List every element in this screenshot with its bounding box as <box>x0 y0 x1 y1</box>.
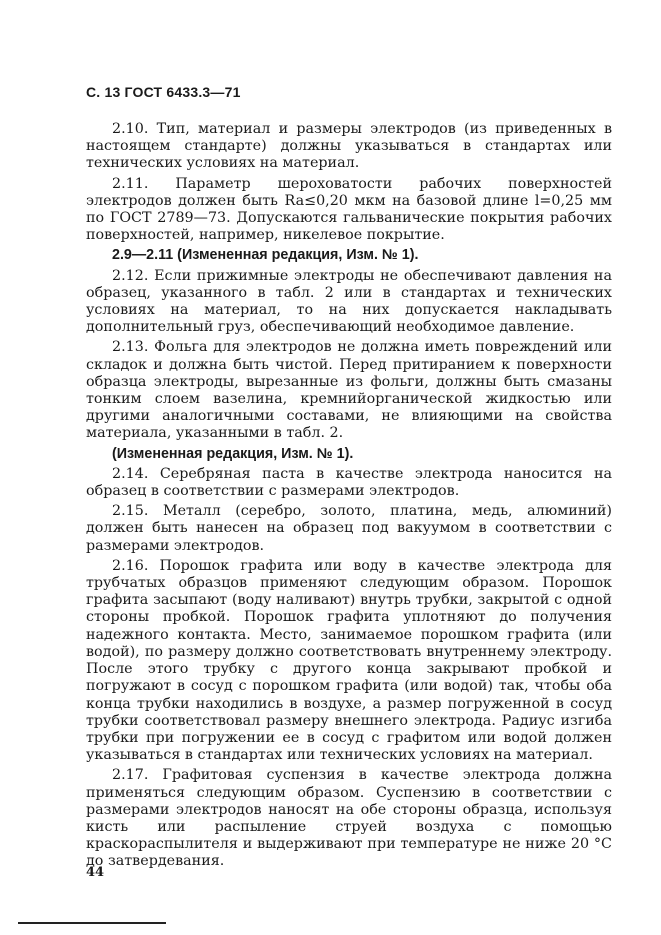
page-number: 44 <box>86 865 105 880</box>
amendment-note: (Измененная редакция, Изм. № 1). <box>112 445 354 462</box>
page-header: С. 13 ГОСТ 6433.3—71 <box>86 84 241 100</box>
paragraph-2-16: 2.16. Порошок графита или воду в качестве электрода для трубчатых образцов применяют следующим образом. Порошок графита засыпают (воду наливают) внутрь трубки, закрытой с одной стороны пробкой. Порошок графита уплотняют до получения надежного контакта. Место, занимаемое порошком графита (или водой), по размеру должно соответствовать внутреннему электроду. После этого трубку с другого конца закрывают пробкой и погружают в сосуд с порошком графита (или водой) так, чтобы оба конца трубки находились в воздухе, а размер погруженной в сосуд трубки соответствовал размеру внешнего электрода. Радиус изгиба трубки при погружении ее в сосуд с графитом или водой должен указываться в стандартах или технических условиях на материал. <box>86 557 612 764</box>
paragraph-2-15: 2.15. Металл (серебро, золото, платина, медь, алюминий) должен быть нанесен на образец под вакуумом в соответствии с размерами электродов. <box>86 503 612 554</box>
paragraph-2-11: 2.11. Параметр шероховатости рабочих поверхностей электродов должен быть Ra≤0,20 мкм на базовой длине l=0,25 мм по ГОСТ 2789—73. Допускаются гальванические покрытия рабочих поверхностей, например, никелевое покрытие. <box>86 175 612 244</box>
paragraph-2-10: 2.10. Тип, материал и размеры электродов (из приведенных в настоящем стандарте) должны указываться в стандартах или технических условиях на материал. <box>86 121 612 172</box>
paragraph-2-17: 2.17. Графитовая суспензия в качестве электрода должна применяться следующим образом. Суспензию в соответствии с размерами электродов наносят на обе стороны образца, используя кисть или распыление струей воздуха с помощью краскораспылителя и выдерживают при температуре не ниже 20 °C до затвердевания. <box>86 767 612 870</box>
paragraph-2-13: 2.13. Фольга для электродов не должна иметь повреждений или складок и должна быть чистой. Перед притиранием к поверхности образца электроды, вырезанные из фольги, должны быть смазаны тонким слоем вазелина, кремнийорганической жидкостью или другими аналогичными составами, не влияющими на свойства материала, указанными в табл. 2. <box>86 339 612 442</box>
paragraph-2-12: 2.12. Если прижимные электроды не обеспечивают давления на образец, указанного в табл. 2 или в стандартах и технических условиях на материал, то на них допускается накладывать дополнительный груз, обеспечивающий необходимое давление. <box>86 267 612 336</box>
amendment-note: 2.9—2.11 (Измененная редакция, Изм. № 1). <box>112 247 419 264</box>
document-body <box>86 121 612 874</box>
footer-rule <box>18 922 166 924</box>
paragraph-2-14: 2.14. Серебряная паста в качестве электрода наносится на образец в соответствии с размерами электродов. <box>86 465 612 500</box>
